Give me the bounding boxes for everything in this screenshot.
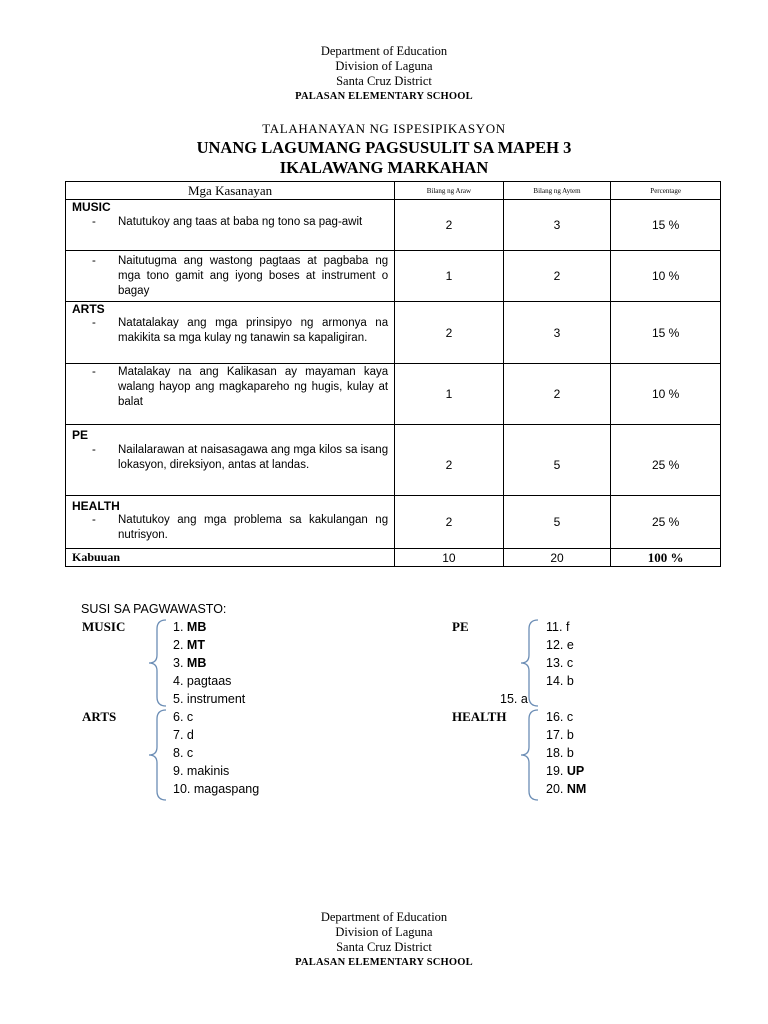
- answer-number: 6.: [173, 710, 184, 724]
- items-cell: 2: [503, 251, 611, 302]
- competency-text: Naitutugma ang wastong pagtaas at pagbaba ng mga tono gamit ang iyong boses at instrument o bagay: [118, 254, 389, 297]
- department-name: Department of Education: [320, 44, 448, 58]
- answer-item: [173, 708, 259, 726]
- answer-number: 10.: [173, 782, 191, 796]
- answer-value: makinis: [186, 764, 230, 778]
- document-title: TALAHANAYAN NG ISPESIPIKASYON: [262, 121, 506, 136]
- competency-text: Natatalakay ang mga prinsipyo ng armonya na makikita sa mga kulay ng tanawin sa kapaligiran.: [118, 317, 389, 344]
- list-dash: -: [92, 366, 96, 378]
- percentage-cell: 15 %: [611, 200, 721, 251]
- document-titles: [0, 120, 768, 178]
- header-competency: Mga Kasanayan: [66, 182, 395, 200]
- total-days: 10: [395, 549, 504, 567]
- answer-item: [546, 708, 586, 726]
- letterhead-bottom: [0, 910, 768, 970]
- answer-value: c: [186, 746, 194, 760]
- health-brace-icon: [518, 709, 540, 801]
- music-label: MUSIC: [82, 619, 126, 634]
- category-label: MUSIC: [72, 200, 111, 214]
- answer-value: d: [186, 728, 194, 742]
- answer-item: [173, 636, 245, 654]
- pe-label: PE: [452, 619, 469, 634]
- percentage-cell: 15 %: [611, 302, 721, 364]
- answer-value: c: [566, 656, 574, 670]
- percentage-cell: 25 %: [611, 496, 721, 549]
- answer-number: 20.: [546, 782, 564, 796]
- table-row: [66, 302, 721, 364]
- items-cell: 3: [503, 200, 611, 251]
- answer-item: [173, 618, 245, 636]
- answer-item: [173, 672, 245, 690]
- items-cell: 5: [503, 496, 611, 549]
- percentage-cell: 10 %: [611, 251, 721, 302]
- arts-answers: [173, 708, 259, 798]
- music-answers: [173, 618, 245, 708]
- category-label: ARTS: [72, 302, 105, 316]
- answer-item: [173, 726, 259, 744]
- answer-item: [546, 636, 574, 654]
- answer-number: 9.: [173, 764, 184, 778]
- days-cell: 2: [395, 425, 504, 496]
- school-name: PALASAN ELEMENTARY SCHOOL: [295, 957, 473, 968]
- answer-number: 5.: [173, 692, 184, 706]
- music-brace-icon: [146, 619, 168, 707]
- competency-text: Natutukoy ang taas at baba ng tono sa pag-awit: [118, 216, 363, 228]
- days-cell: 2: [395, 200, 504, 251]
- answer-value: instrument: [186, 692, 246, 706]
- answer-value: MT: [186, 638, 205, 652]
- items-cell: 3: [503, 302, 611, 364]
- header-percentage: Percentage: [611, 182, 721, 200]
- answer-key-title: SUSI SA PAGWAWASTO:: [81, 602, 227, 616]
- district-name: Santa Cruz District: [336, 74, 432, 88]
- answer-item: [546, 672, 574, 690]
- health-label: HEALTH: [452, 709, 507, 724]
- table-row: [66, 251, 721, 302]
- answer-item: [546, 762, 586, 780]
- answer-item: [546, 780, 586, 798]
- days-cell: 2: [395, 302, 504, 364]
- exam-title: UNANG LAGUMANG PAGSUSULIT SA MAPEH 3: [196, 138, 572, 157]
- answer-number: 12.: [546, 638, 564, 652]
- total-row: [66, 549, 721, 567]
- list-dash: -: [92, 216, 96, 228]
- table-row: [66, 425, 721, 496]
- competency-text: Natutukoy ang mga problema sa kakulangan ng nutrisyon.: [118, 514, 389, 541]
- table-header-row: [66, 182, 721, 200]
- days-cell: 1: [395, 364, 504, 425]
- total-percentage: 100 %: [611, 549, 721, 567]
- pe-answers: [546, 618, 574, 690]
- answer-value: c: [566, 710, 574, 724]
- letterhead-top: [0, 44, 768, 104]
- arts-brace-icon: [146, 709, 168, 801]
- answer-value: f: [565, 620, 570, 634]
- district-name: Santa Cruz District: [336, 940, 432, 954]
- answer-value: b: [566, 728, 574, 742]
- list-dash: -: [92, 514, 96, 526]
- answer-number: 2.: [173, 638, 184, 652]
- answer-value: b: [566, 674, 574, 688]
- competency-text: Matalakay na ang Kalikasan ay mayaman kaya walang hayop ang magkapareho ng hugis, kulay at balat: [118, 366, 389, 408]
- answer-item: [173, 744, 259, 762]
- answer-number: 7.: [173, 728, 184, 742]
- answer-number: 17.: [546, 728, 564, 742]
- list-dash: -: [92, 254, 96, 267]
- total-items: 20: [503, 549, 611, 567]
- table-row: [66, 364, 721, 425]
- health-answers: [546, 708, 586, 798]
- answer-item: [546, 618, 574, 636]
- days-cell: 1: [395, 251, 504, 302]
- answer-value: MB: [186, 620, 207, 634]
- answer-number: 14.: [546, 674, 564, 688]
- days-cell: 2: [395, 496, 504, 549]
- percentage-cell: 25 %: [611, 425, 721, 496]
- pe-answer-15: 15. a: [500, 692, 528, 706]
- answer-number: 18.: [546, 746, 564, 760]
- answer-number: 19.: [546, 764, 564, 778]
- answer-number: 1.: [173, 620, 184, 634]
- answer-item: [546, 726, 586, 744]
- category-label: HEALTH: [72, 499, 120, 513]
- division-name: Division of Laguna: [335, 925, 433, 939]
- division-name: Division of Laguna: [335, 59, 433, 73]
- specification-table: [65, 181, 721, 567]
- school-name: PALASAN ELEMENTARY SCHOOL: [295, 91, 473, 102]
- category-label: PE: [72, 428, 89, 442]
- department-name: Department of Education: [320, 910, 448, 924]
- answer-number: 8.: [173, 746, 184, 760]
- answer-item: [173, 654, 245, 672]
- competency-text: Nailalarawan at naisasagawa ang mga kilos sa isang lokasyon, direksiyon, antas at landas.: [118, 444, 389, 471]
- answer-number: 16.: [546, 710, 564, 724]
- answer-item: [173, 780, 259, 798]
- answer-value: e: [566, 638, 574, 652]
- answer-number: 3.: [173, 656, 184, 670]
- table-row: [66, 496, 721, 549]
- quarter-title: IKALAWANG MARKAHAN: [279, 158, 489, 177]
- items-cell: 2: [503, 364, 611, 425]
- answer-value: pagtaas: [186, 674, 232, 688]
- answer-item: [173, 690, 245, 708]
- answer-number: 13.: [546, 656, 564, 670]
- table-row: [66, 200, 721, 251]
- answer-value: magaspang: [193, 782, 260, 796]
- answer-number: 4.: [173, 674, 184, 688]
- answer-value: UP: [566, 764, 585, 778]
- list-dash: -: [92, 444, 96, 456]
- answer-key: [0, 602, 768, 812]
- answer-item: [546, 654, 574, 672]
- answer-value: MB: [186, 656, 207, 670]
- total-label: Kabuuan: [66, 549, 395, 567]
- items-cell: 5: [503, 425, 611, 496]
- answer-item: [546, 744, 586, 762]
- list-dash: -: [92, 317, 96, 329]
- answer-number: 11.: [546, 620, 563, 634]
- percentage-cell: 10 %: [611, 364, 721, 425]
- answer-value: NM: [566, 782, 587, 796]
- arts-label: ARTS: [82, 709, 117, 724]
- answer-value: b: [566, 746, 574, 760]
- header-items: Bilang ng Aytem: [503, 182, 611, 200]
- header-days: Bilang ng Araw: [395, 182, 504, 200]
- answer-item: [173, 762, 259, 780]
- answer-value: c: [186, 710, 194, 724]
